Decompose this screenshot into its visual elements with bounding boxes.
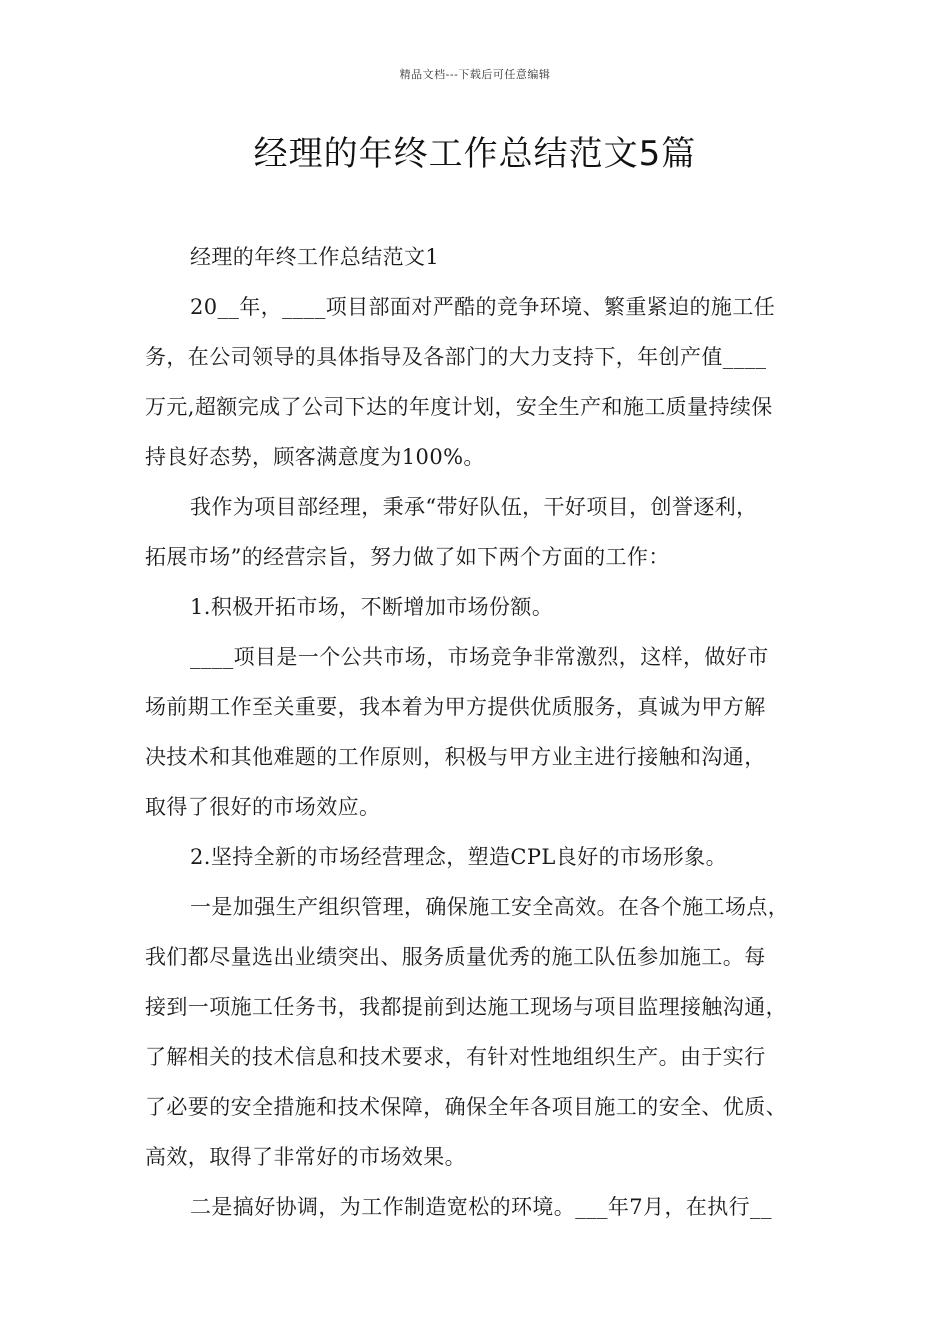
paragraph-line: 20__年，____项目部面对严酷的竞争环境、繁重紧迫的施工任: [190, 295, 776, 319]
paragraph-line: 一是加强生产组织管理，确保施工安全高效。在各个施工场点，: [190, 895, 790, 919]
document-body: [145, 232, 825, 1232]
list-item-heading: 2.坚持全新的市场经营理念，塑造CPL良好的市场形象。: [190, 845, 727, 869]
header-note: 精品文档---下载后可任意编辑: [399, 68, 551, 81]
paragraph-line: 了必要的安全措施和技术保障，确保全年各项目施工的安全、优质、: [145, 1095, 787, 1119]
section-heading: 经理的年终工作总结范文1: [190, 245, 440, 269]
document-title: 经理的年终工作总结范文5篇: [253, 134, 697, 174]
paragraph-line: 持良好态势，顾客满意度为100%。: [145, 445, 485, 469]
paragraph-line: 二是搞好协调，为工作制造宽松的环境。___年7月，在执行__: [190, 1195, 772, 1219]
paragraph-line: 接到一项施工任务书，我都提前到达施工现场与项目监理接触沟通，: [145, 995, 787, 1019]
list-item-heading: 1.积极开拓市场，不断增加市场份额。: [190, 595, 554, 619]
paragraph-line: 务，在公司领导的具体指导及各部门的大力支持下，年创产值____: [145, 345, 767, 369]
paragraph-line: 我们都尽量选出业绩突出、服务质量优秀的施工队伍参加施工。每: [145, 945, 766, 969]
paragraph-line: 场前期工作至关重要，我本着为甲方提供优质服务，真诚为甲方解: [145, 695, 766, 719]
paragraph-line: 我作为项目部经理，秉承“带好队伍，干好项目，创誉逐利，: [190, 495, 758, 519]
paragraph-line: ____项目是一个公共市场，市场竞争非常激烈，这样，做好市: [190, 645, 769, 669]
paragraph-line: 万元,超额完成了公司下达的年度计划，安全生产和施工质量持续保: [145, 395, 773, 419]
paragraph-line: 决技术和其他难题的工作原则，积极与甲方业主进行接触和沟通，: [145, 745, 766, 769]
paragraph-line: 取得了很好的市场效应。: [145, 795, 381, 819]
paragraph-line: 了解相关的技术信息和技术要求，有针对性地组织生产。由于实行: [145, 1045, 766, 1069]
paragraph-line: 高效，取得了非常好的市场效果。: [145, 1145, 466, 1169]
paragraph-line: 拓展市场”的经营宗旨，努力做了如下两个方面的工作：: [145, 545, 670, 569]
